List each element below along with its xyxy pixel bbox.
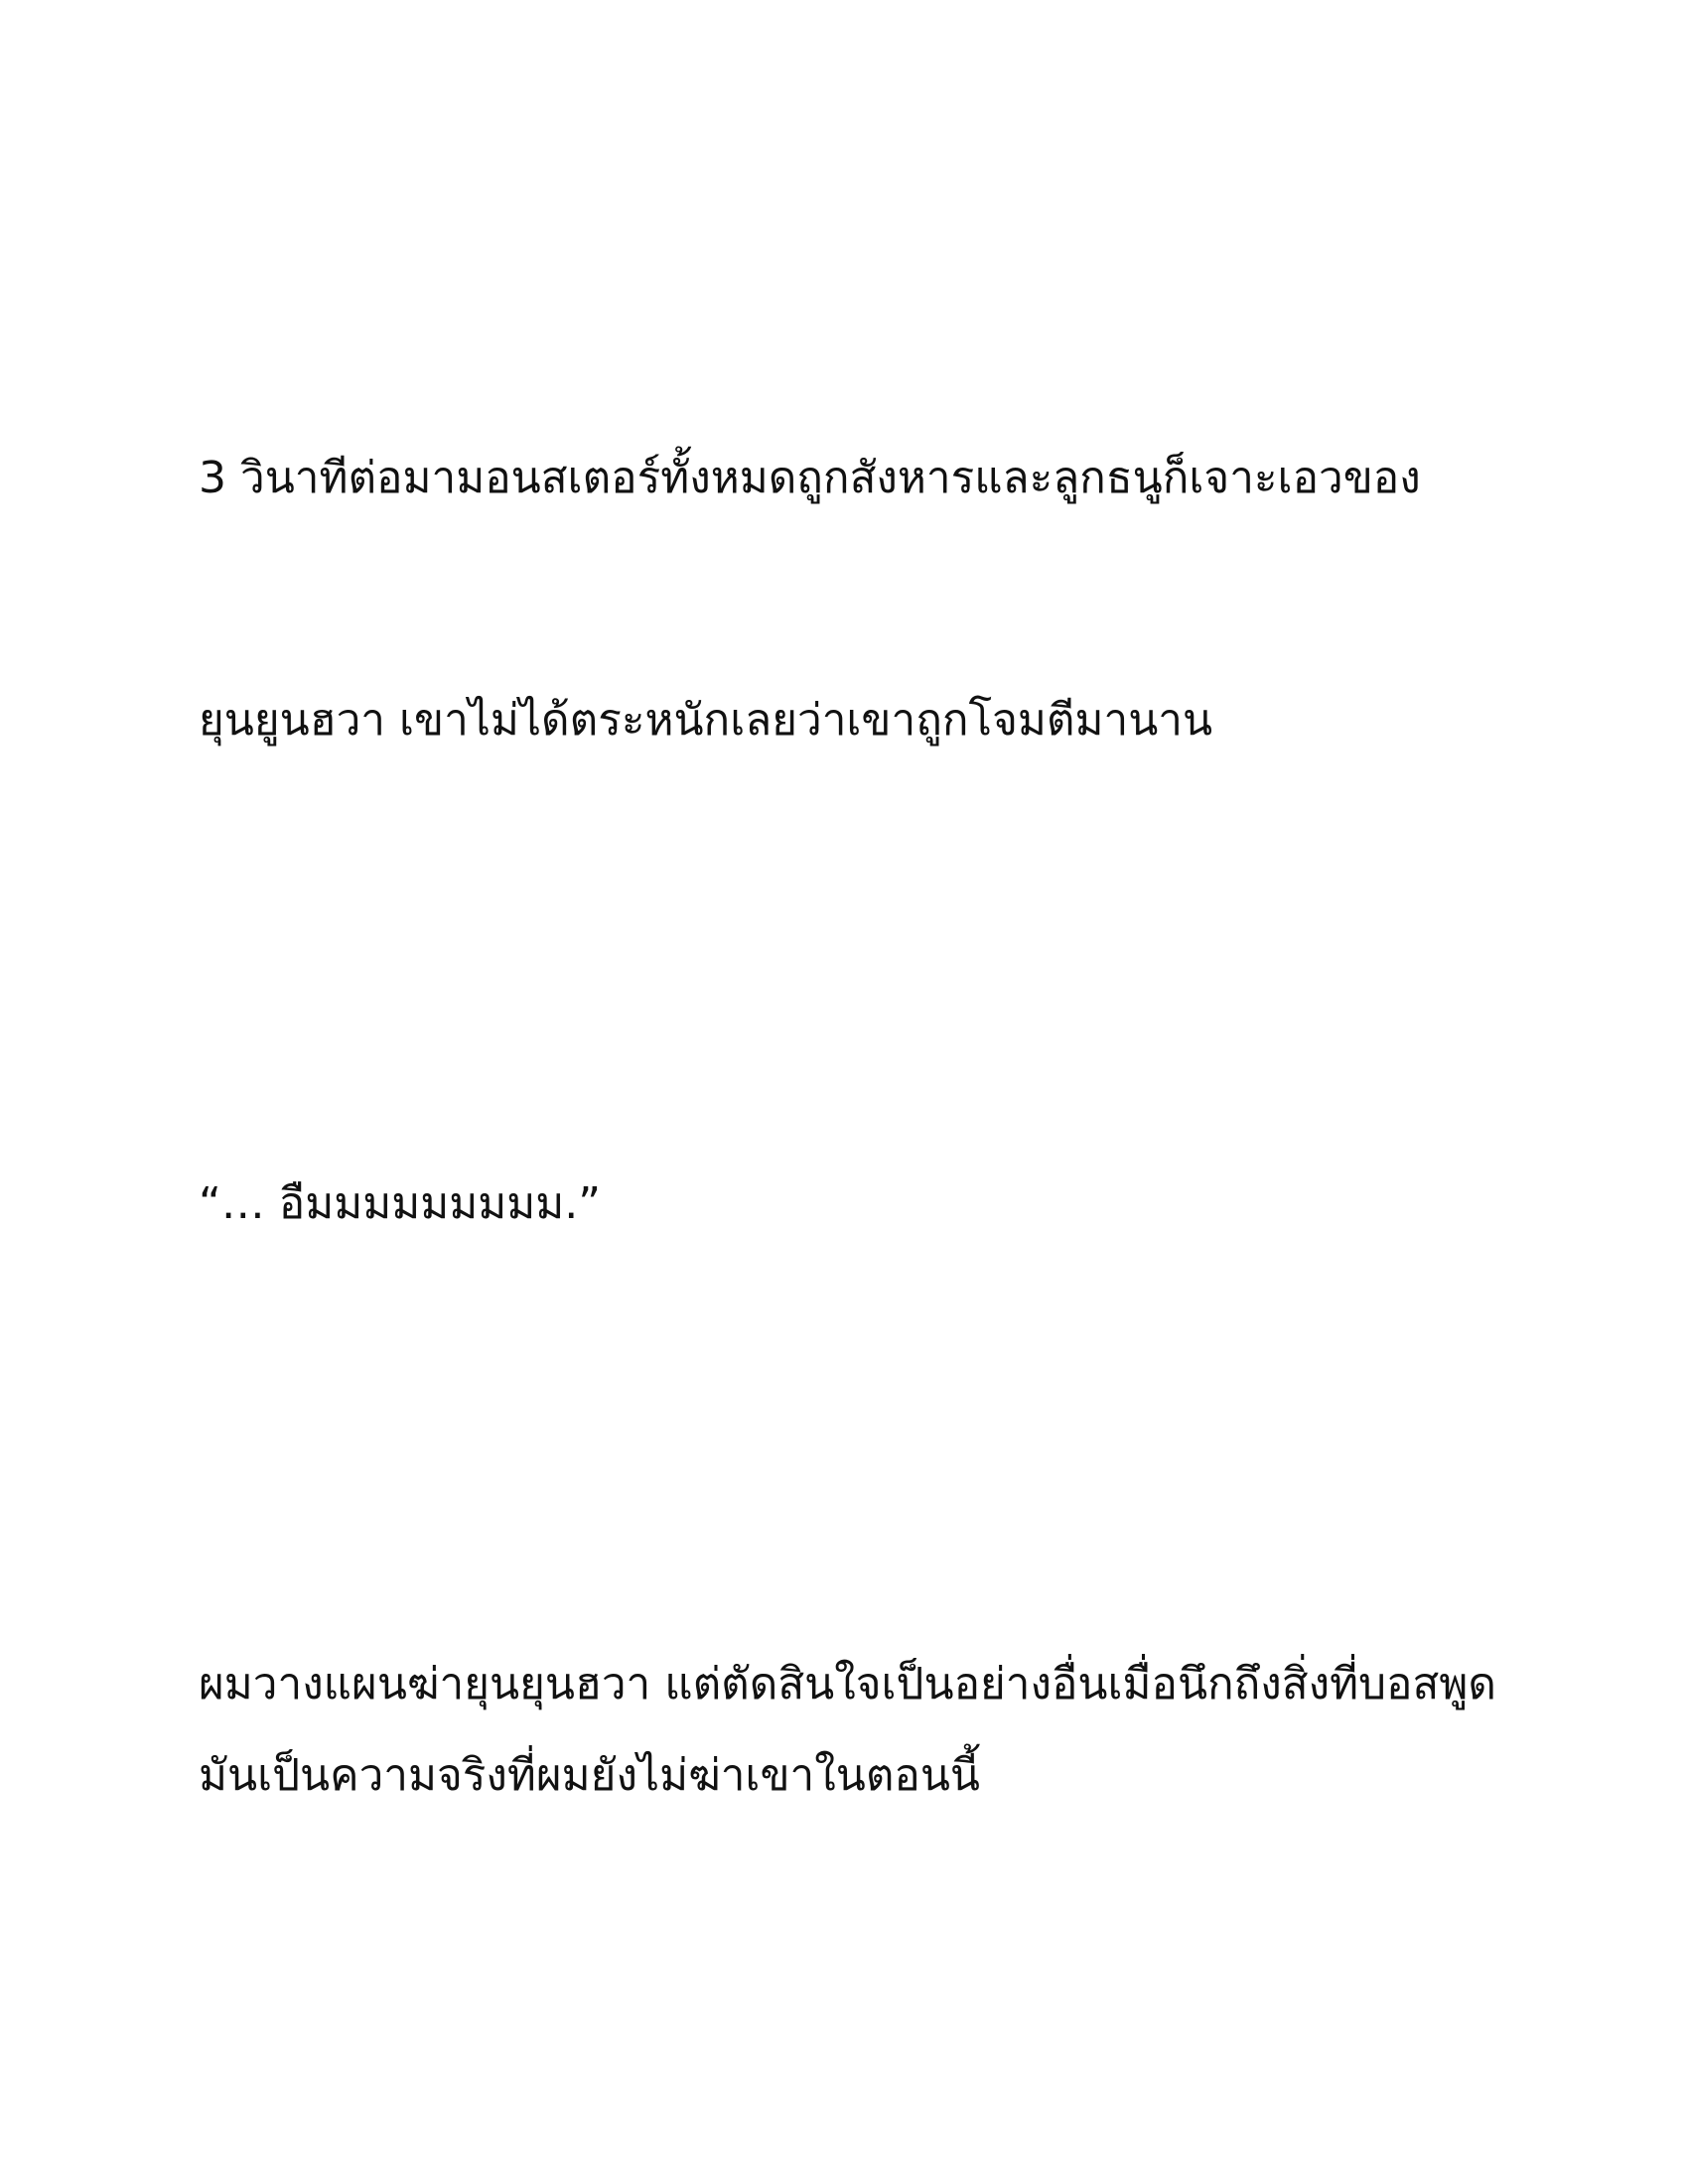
text-line: มันเป็นความจริงที่ผมยังไม่ฆ่าเขาในตอนนี้: [199, 1750, 980, 1801]
dialogue-line: “… อืมมมมมมมมม.”: [199, 1178, 602, 1229]
text-line: ยุนยูนฮวา เขาไม่ได้ตระหนักเลยว่าเขาถูกโจมตีมานาน: [199, 695, 1213, 746]
text-line: 3 วินาทีต่อมามอนสเตอร์ทั้งหมดถูกสังหารและลูกธนูก็เจาะเอวของ: [199, 453, 1421, 503]
text-line: ผมวางแผนฆ่ายุนยุนฮวา แต่ตัดสินใจเป็นอย่างอื่นเมื่อนึกถึงสิ่งที่บอสพูด: [199, 1659, 1496, 1709]
